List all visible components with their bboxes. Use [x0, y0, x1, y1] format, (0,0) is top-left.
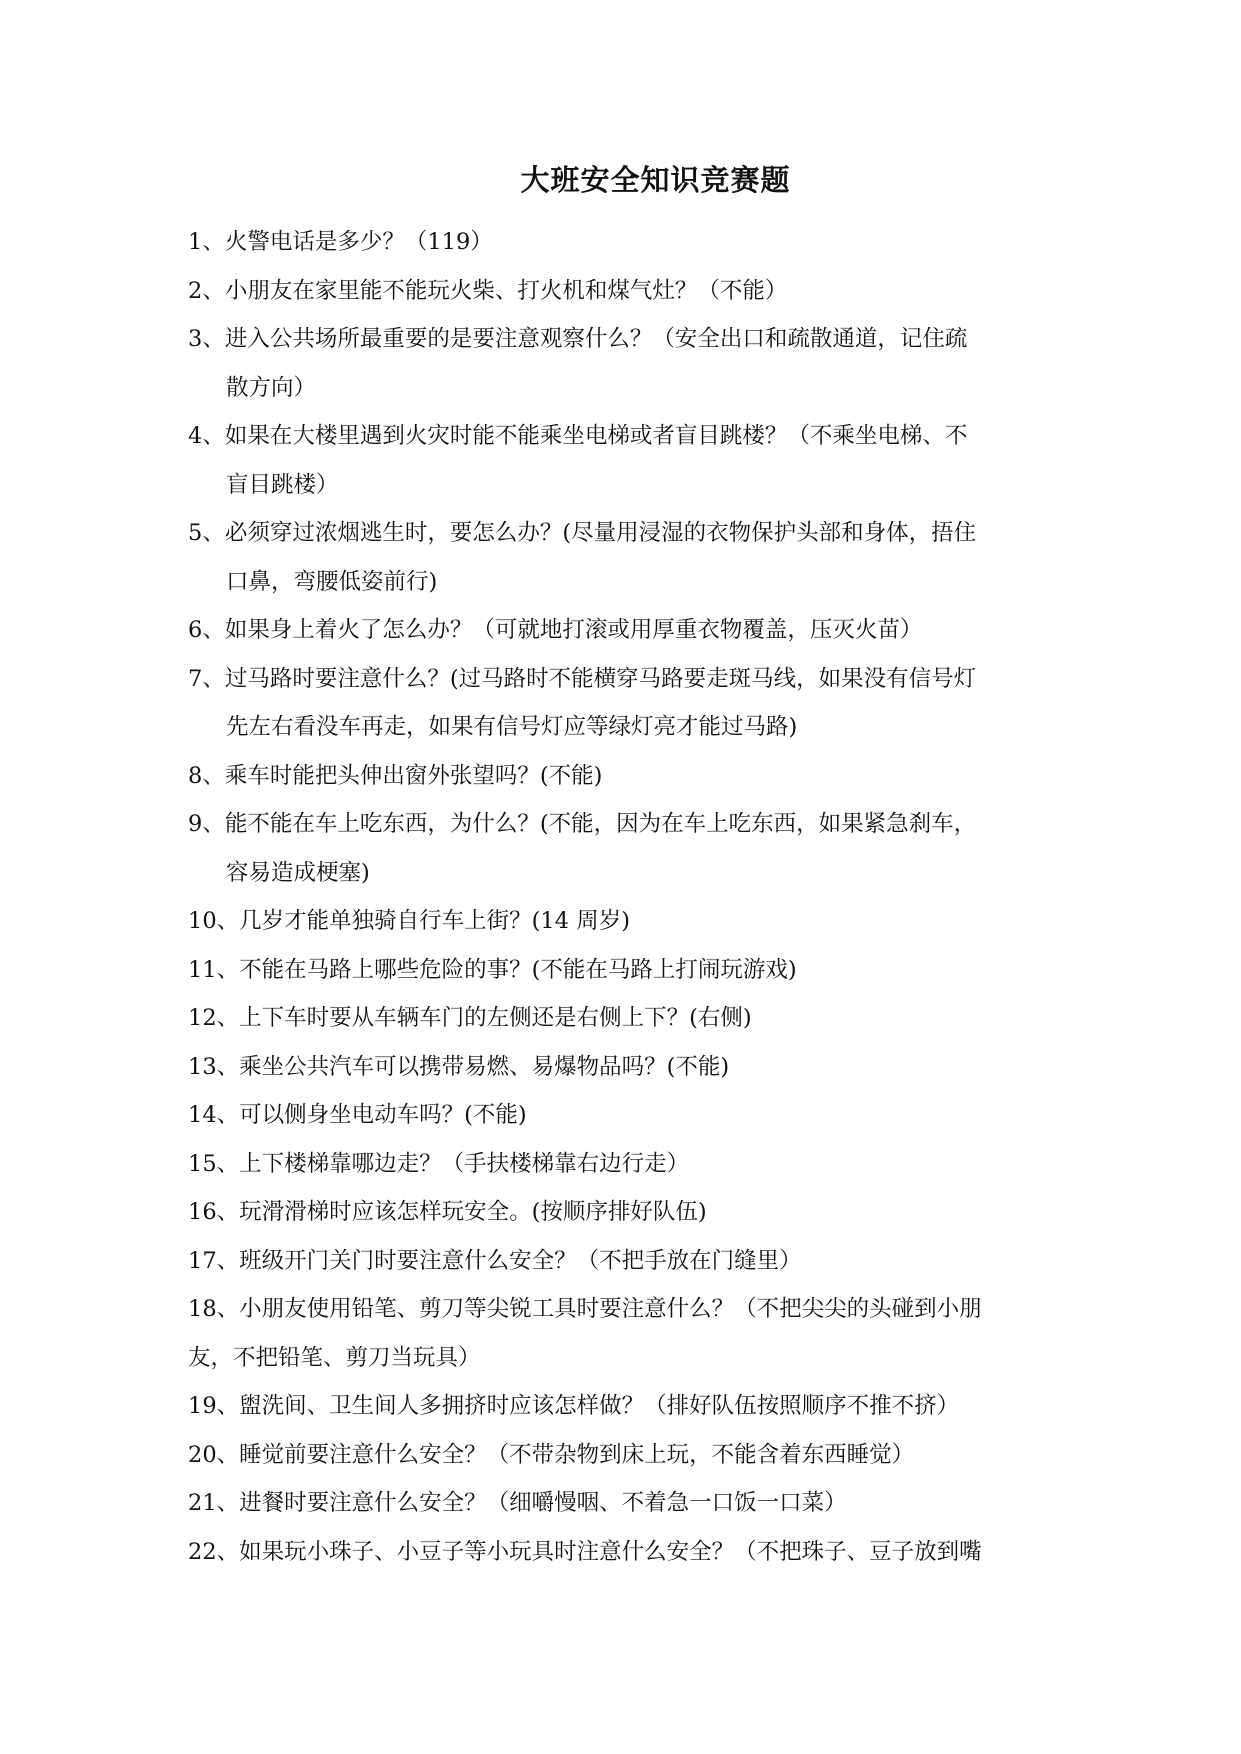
question-line: 4、如果在大楼里遇到火灾时能不能乘坐电梯或者盲目跳楼？（不乘坐电梯、不 [188, 423, 968, 449]
question-line: 22、如果玩小珠子、小豆子等小玩具时注意什么安全？（不把珠子、豆子放到嘴 [188, 1538, 982, 1565]
question-line: 12、上下车时要从车辆车门的左侧还是右侧上下？(右侧) [188, 1005, 752, 1031]
question-line: 6、如果身上着火了怎么办？（可就地打滚或用厚重衣物覆盖，压灭火苗） [188, 617, 923, 643]
question-continuation-line: 盲目跳楼） [226, 471, 339, 498]
question-line: 13、乘坐公共汽车可以携带易燃、易爆物品吗？(不能) [188, 1053, 730, 1080]
question-line: 3、进入公共场所最重要的是要注意观察什么？（安全出口和疏散通道，记住疏 [188, 326, 968, 352]
question-continuation-line: 口鼻，弯腰低姿前行) [226, 568, 438, 595]
question-line: 19、盥洗间、卫生间人多拥挤时应该怎样做？（排好队伍按照顺序不推不挤） [188, 1393, 960, 1419]
question-line: 20、睡觉前要注意什么安全？（不带杂物到床上玩，不能含着东西睡觉） [188, 1441, 915, 1468]
question-line: 21、进餐时要注意什么安全？（细嚼慢咽、不着急一口饭一口菜） [188, 1490, 847, 1516]
question-line: 2、小朋友在家里能不能玩火柴、打火机和煤气灶？（不能） [188, 277, 788, 304]
question-line: 友，不把铅笔、剪刀当玩具） [188, 1344, 481, 1371]
question-continuation-line: 散方向） [226, 374, 317, 401]
question-line: 9、能不能在车上吃东西，为什么？(不能，因为在车上吃东西，如果紧急刹车， [188, 811, 977, 837]
question-line: 14、可以侧身坐电动车吗？(不能) [188, 1102, 527, 1128]
question-line: 7、过马路时要注意什么？(过马路时不能横穿马路要走斑马线，如果没有信号灯 [188, 665, 977, 692]
question-continuation-line: 容易造成梗塞) [226, 859, 370, 886]
question-line: 18、小朋友使用铅笔、剪刀等尖锐工具时要注意什么？（不把尖尖的头碰到小朋 [188, 1296, 982, 1322]
question-line: 5、必须穿过浓烟逃生时，要怎么办？(尽量用浸湿的衣物保护头部和身体，捂住 [188, 520, 977, 546]
question-line: 1、火警电话是多少？（119） [188, 229, 493, 255]
document-title: 大班安全知识竞赛题 [520, 163, 791, 197]
question-line: 16、玩滑滑梯时应该怎样玩安全。(按顺序排好队伍) [188, 1199, 707, 1225]
question-line: 11、不能在马路上哪些危险的事？(不能在马路上打闹玩游戏) [188, 956, 797, 983]
question-line: 17、班级开门关门时要注意什么安全？（不把手放在门缝里） [188, 1247, 802, 1274]
question-line: 10、几岁才能单独骑自行车上街？(14 周岁) [188, 908, 630, 934]
question-line: 15、上下楼梯靠哪边走？（手扶楼梯靠右边行走） [188, 1150, 690, 1177]
question-continuation-line: 先左右看没车再走，如果有信号灯应等绿灯亮才能过马路) [226, 714, 798, 740]
question-line: 8、乘车时能把头伸出窗外张望吗？(不能) [188, 762, 603, 789]
question-list [188, 218, 1058, 1576]
